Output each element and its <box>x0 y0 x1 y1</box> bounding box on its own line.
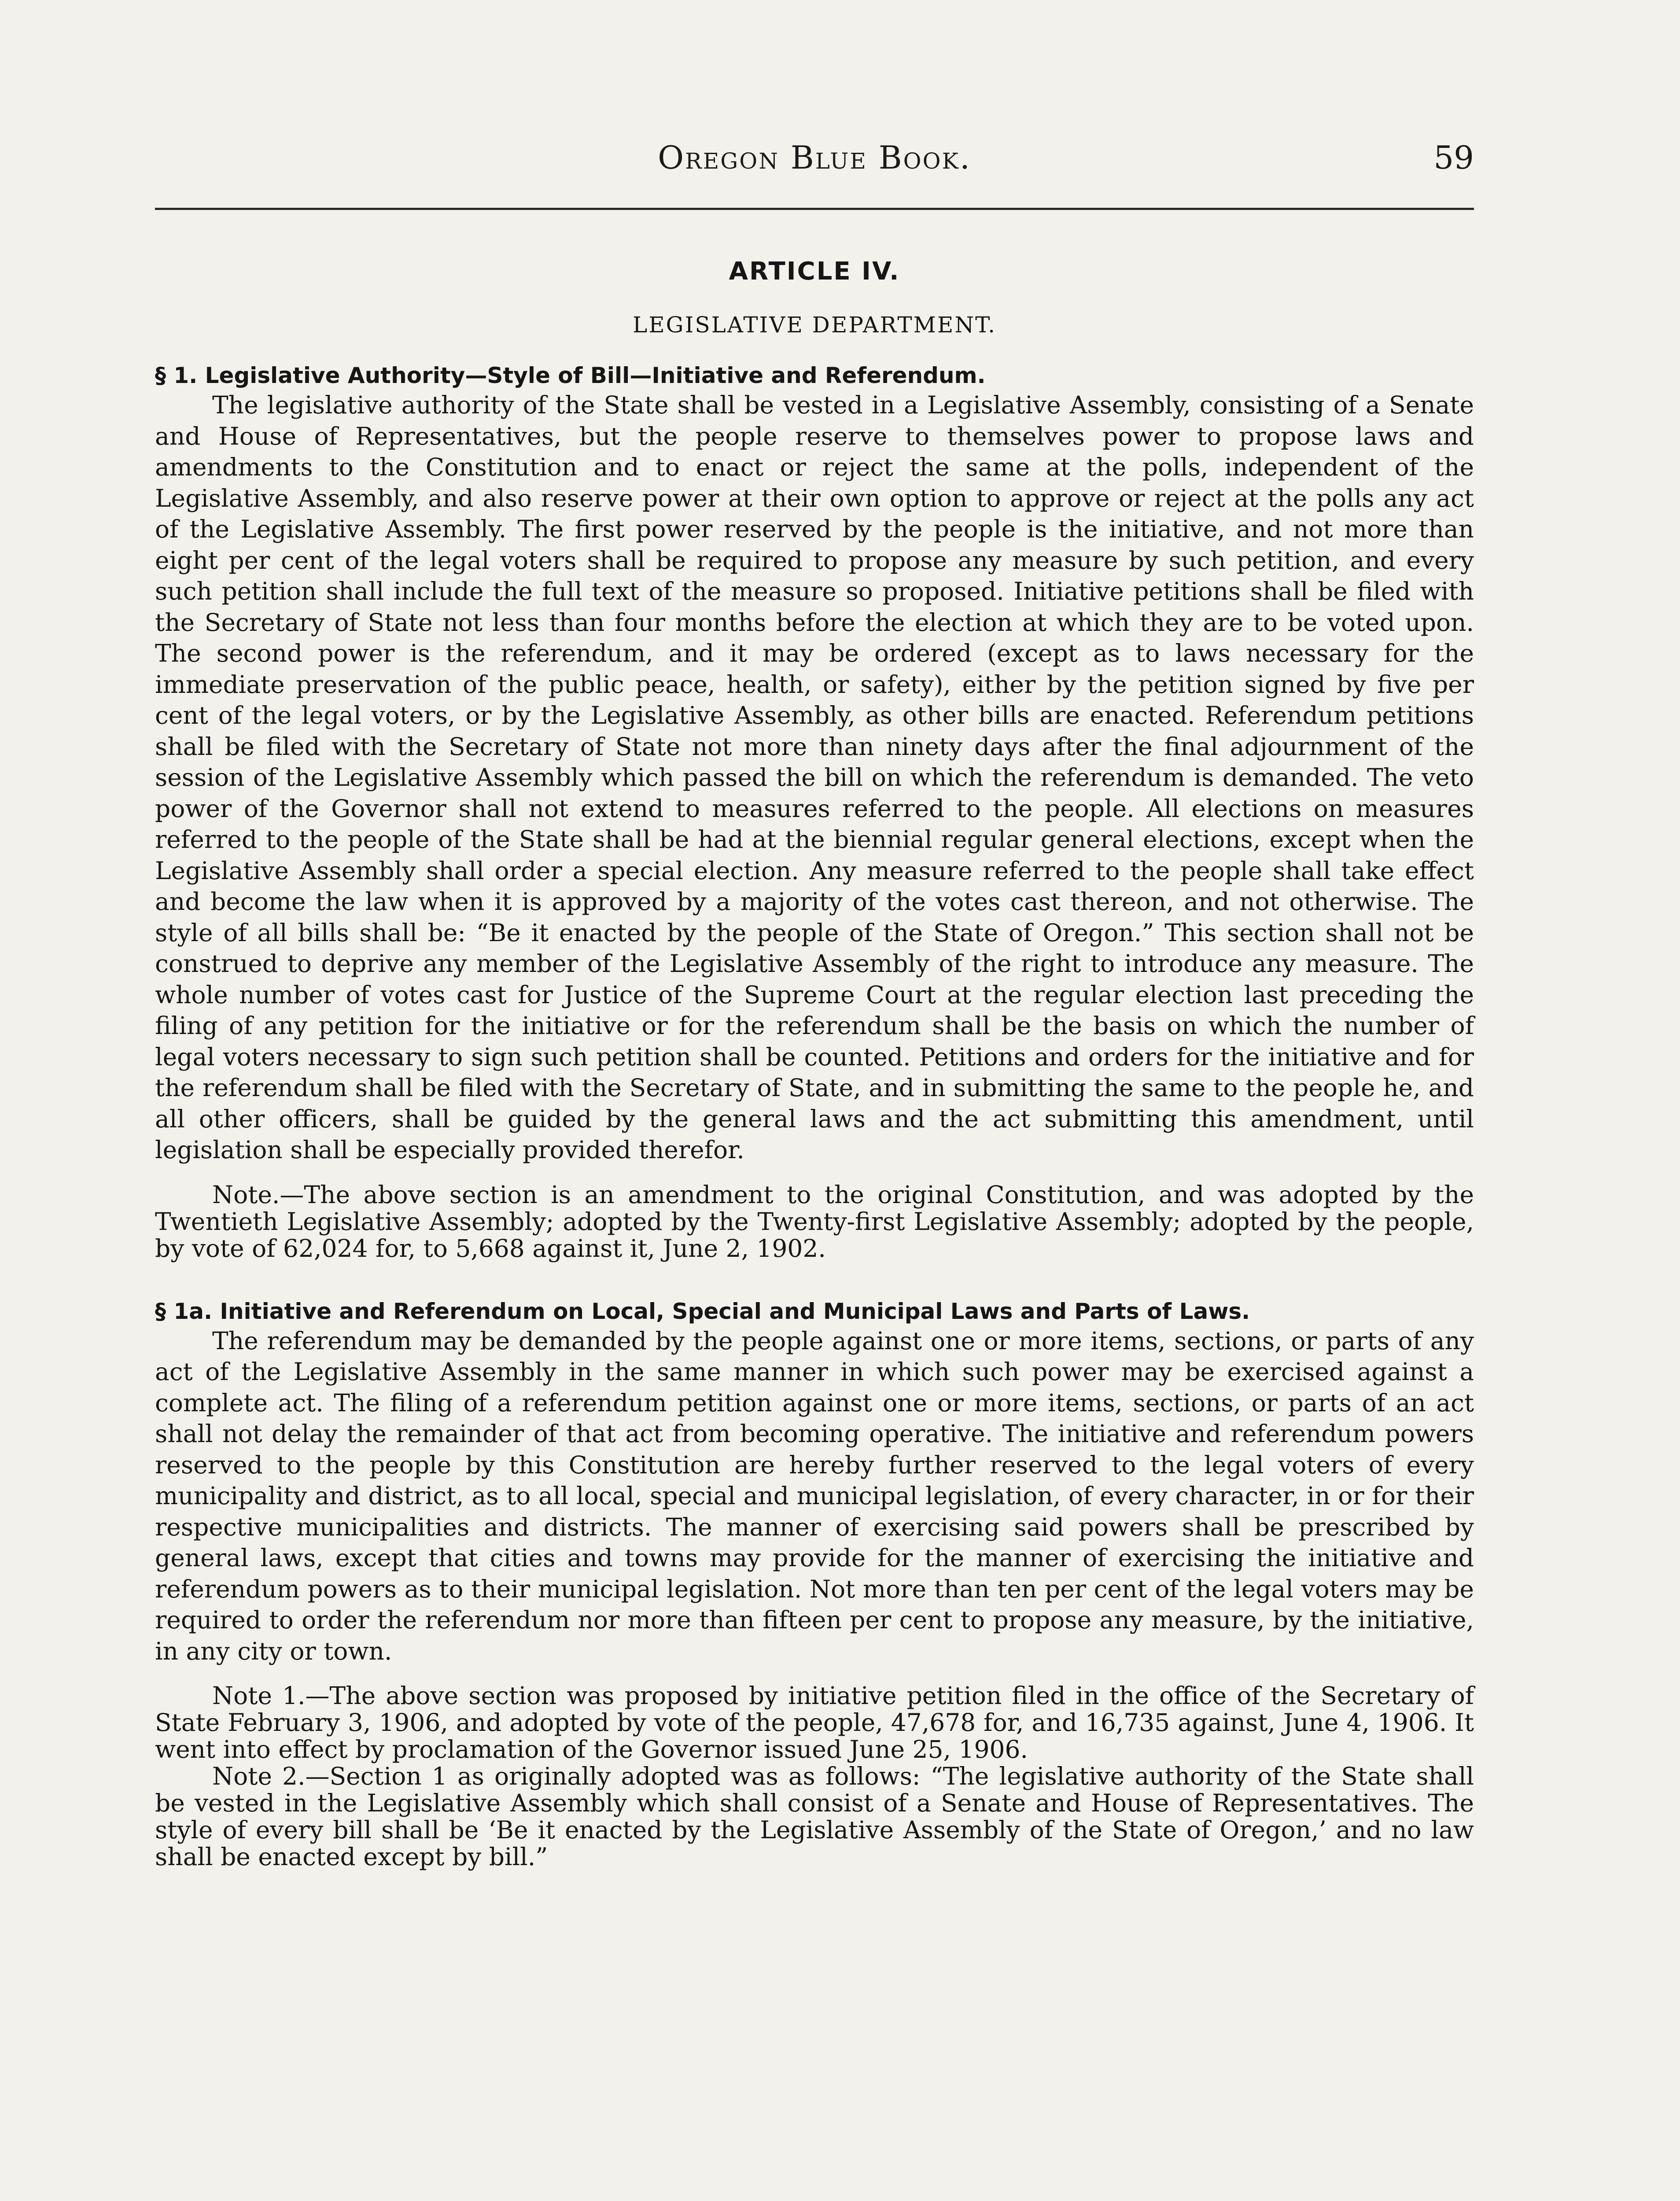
page-number: 59 <box>1433 139 1474 176</box>
section-1a <box>155 1297 1474 1871</box>
article-subheading: LEGISLATIVE DEPARTMENT. <box>632 312 997 338</box>
page-content <box>155 247 1474 1870</box>
running-header <box>155 132 1474 189</box>
section-heading: § 1a. Initiative and Referendum on Local, Special and Municipal Laws and Parts of Laws. <box>155 1298 1250 1324</box>
article-heading: ARTICLE IV. <box>729 257 900 286</box>
section-1 <box>155 361 1474 1262</box>
section-body: The legislative authority of the State shall be vested in a Legislative Assembly, consisting of a Senate and House of Representatives, but the people reserve to themselves power to propose laws and amendments to the Constitution and to enact or reject the same at the polls, independent of the Legislative Assembly, and also reserve power at their own option to approve or reject at the polls any act of the Legislative Assembly. The first power reserved by the people is the initiative, and not more than eight per cent of the legal voters shall be required to propose any measure by such petition, and every such petition shall include the full text of the measure so proposed. Initiative petitions shall be filed with the Secretary of State not less than four months before the election at which they are to be voted upon. The second power is the referendum, and it may be ordered (except as to laws necessary for the immediate preservation of the public peace, health, or safety), either by the petition signed by five per cent of the legal voters, or by the Legislative Assembly, as other bills are enacted. Referendum petitions shall be filed with the Secretary of State not more than ninety days after the final adjournment of the session of the Legislative Assembly which passed the bill on which the referendum is demanded. The veto power of the Governor shall not extend to measures referred to the people. All elections on measures referred to the people of the State shall be had at the biennial regular general elections, except when the Legislative Assembly shall order a special election. Any measure referred to the people shall take effect and become the law when it is approved by a majority of the votes cast thereon, and not otherwise. The style of all bills shall be: “Be it enacted by the people of the State of Oregon.” This section shall not be construed to deprive any member of the Legislative Assembly of the right to introduce any measure. The whole number of votes cast for Justice of the Supreme Court at the regular election last preceding the filing of any petition for the initiative or for the referendum shall be the basis on which the number of legal voters necessary to sign such petition shall be counted. Petitions and orders for the initiative and for the referendum shall be filed with the Secretary of State, and in submitting the same to the people he, and all other officers, shall be guided by the general laws and the act submitting this amendment, until legislation shall be especially provided therefor. <box>155 391 1474 1164</box>
running-title: Oregon Blue Book. <box>658 139 971 176</box>
section-note: Note 1.—The above section was proposed by initiative petition filed in the office of the Secretary of State February 3, 1906, and adopted by vote of the people, 47,678 for, and 16,735 against, June 4, 1906. It went into effect by proclamation of the Governor issued June 25, 1906. <box>155 1682 1474 1763</box>
section-note: Note 2.—Section 1 as originally adopted was as follows: “The legislative authority of the State shall be vested in the Legislative Assembly which shall consist of a Senate and House of Representatives. The style of every bill shall be ‘Be it enacted by the Legislative Assembly of the State of Oregon,’ and no law shall be enacted except by bill.” <box>155 1762 1474 1871</box>
section-body: The referendum may be demanded by the people against one or more items, sections, or parts of any act of the Legislative Assembly in the same manner in which such power may be exercised against a complete act. The filing of a referendum petition against one or more items, sections, or parts of an act shall not delay the remainder of that act from becoming operative. The initiative and referendum powers reserved to the people by this Constitution are hereby further reserved to the legal voters of every municipality and district, as to all local, special and municipal legislation, of every character, in or for their respective municipalities and districts. The manner of exercising said powers shall be prescribed by general laws, except that cities and towns may provide for the manner of exercising the initiative and referendum powers as to their municipal legislation. Not more than ten per cent of the legal voters may be required to order the referendum nor more than fifteen per cent to propose any measure, by the initiative, in any city or town. <box>155 1326 1474 1665</box>
section-note: Note.—The above section is an amendment to the original Constitution, and was adopted by the Twentieth Legislative Assembly; adopted by the Twenty-first Legislative Assembly; adopted by the people, by vote of 62,024 for, to 5,668 against it, June 2, 1902. <box>155 1180 1474 1262</box>
section-heading: § 1. Legislative Authority—Style of Bill—Initiative and Referendum. <box>155 363 986 388</box>
header-rule <box>155 208 1474 210</box>
